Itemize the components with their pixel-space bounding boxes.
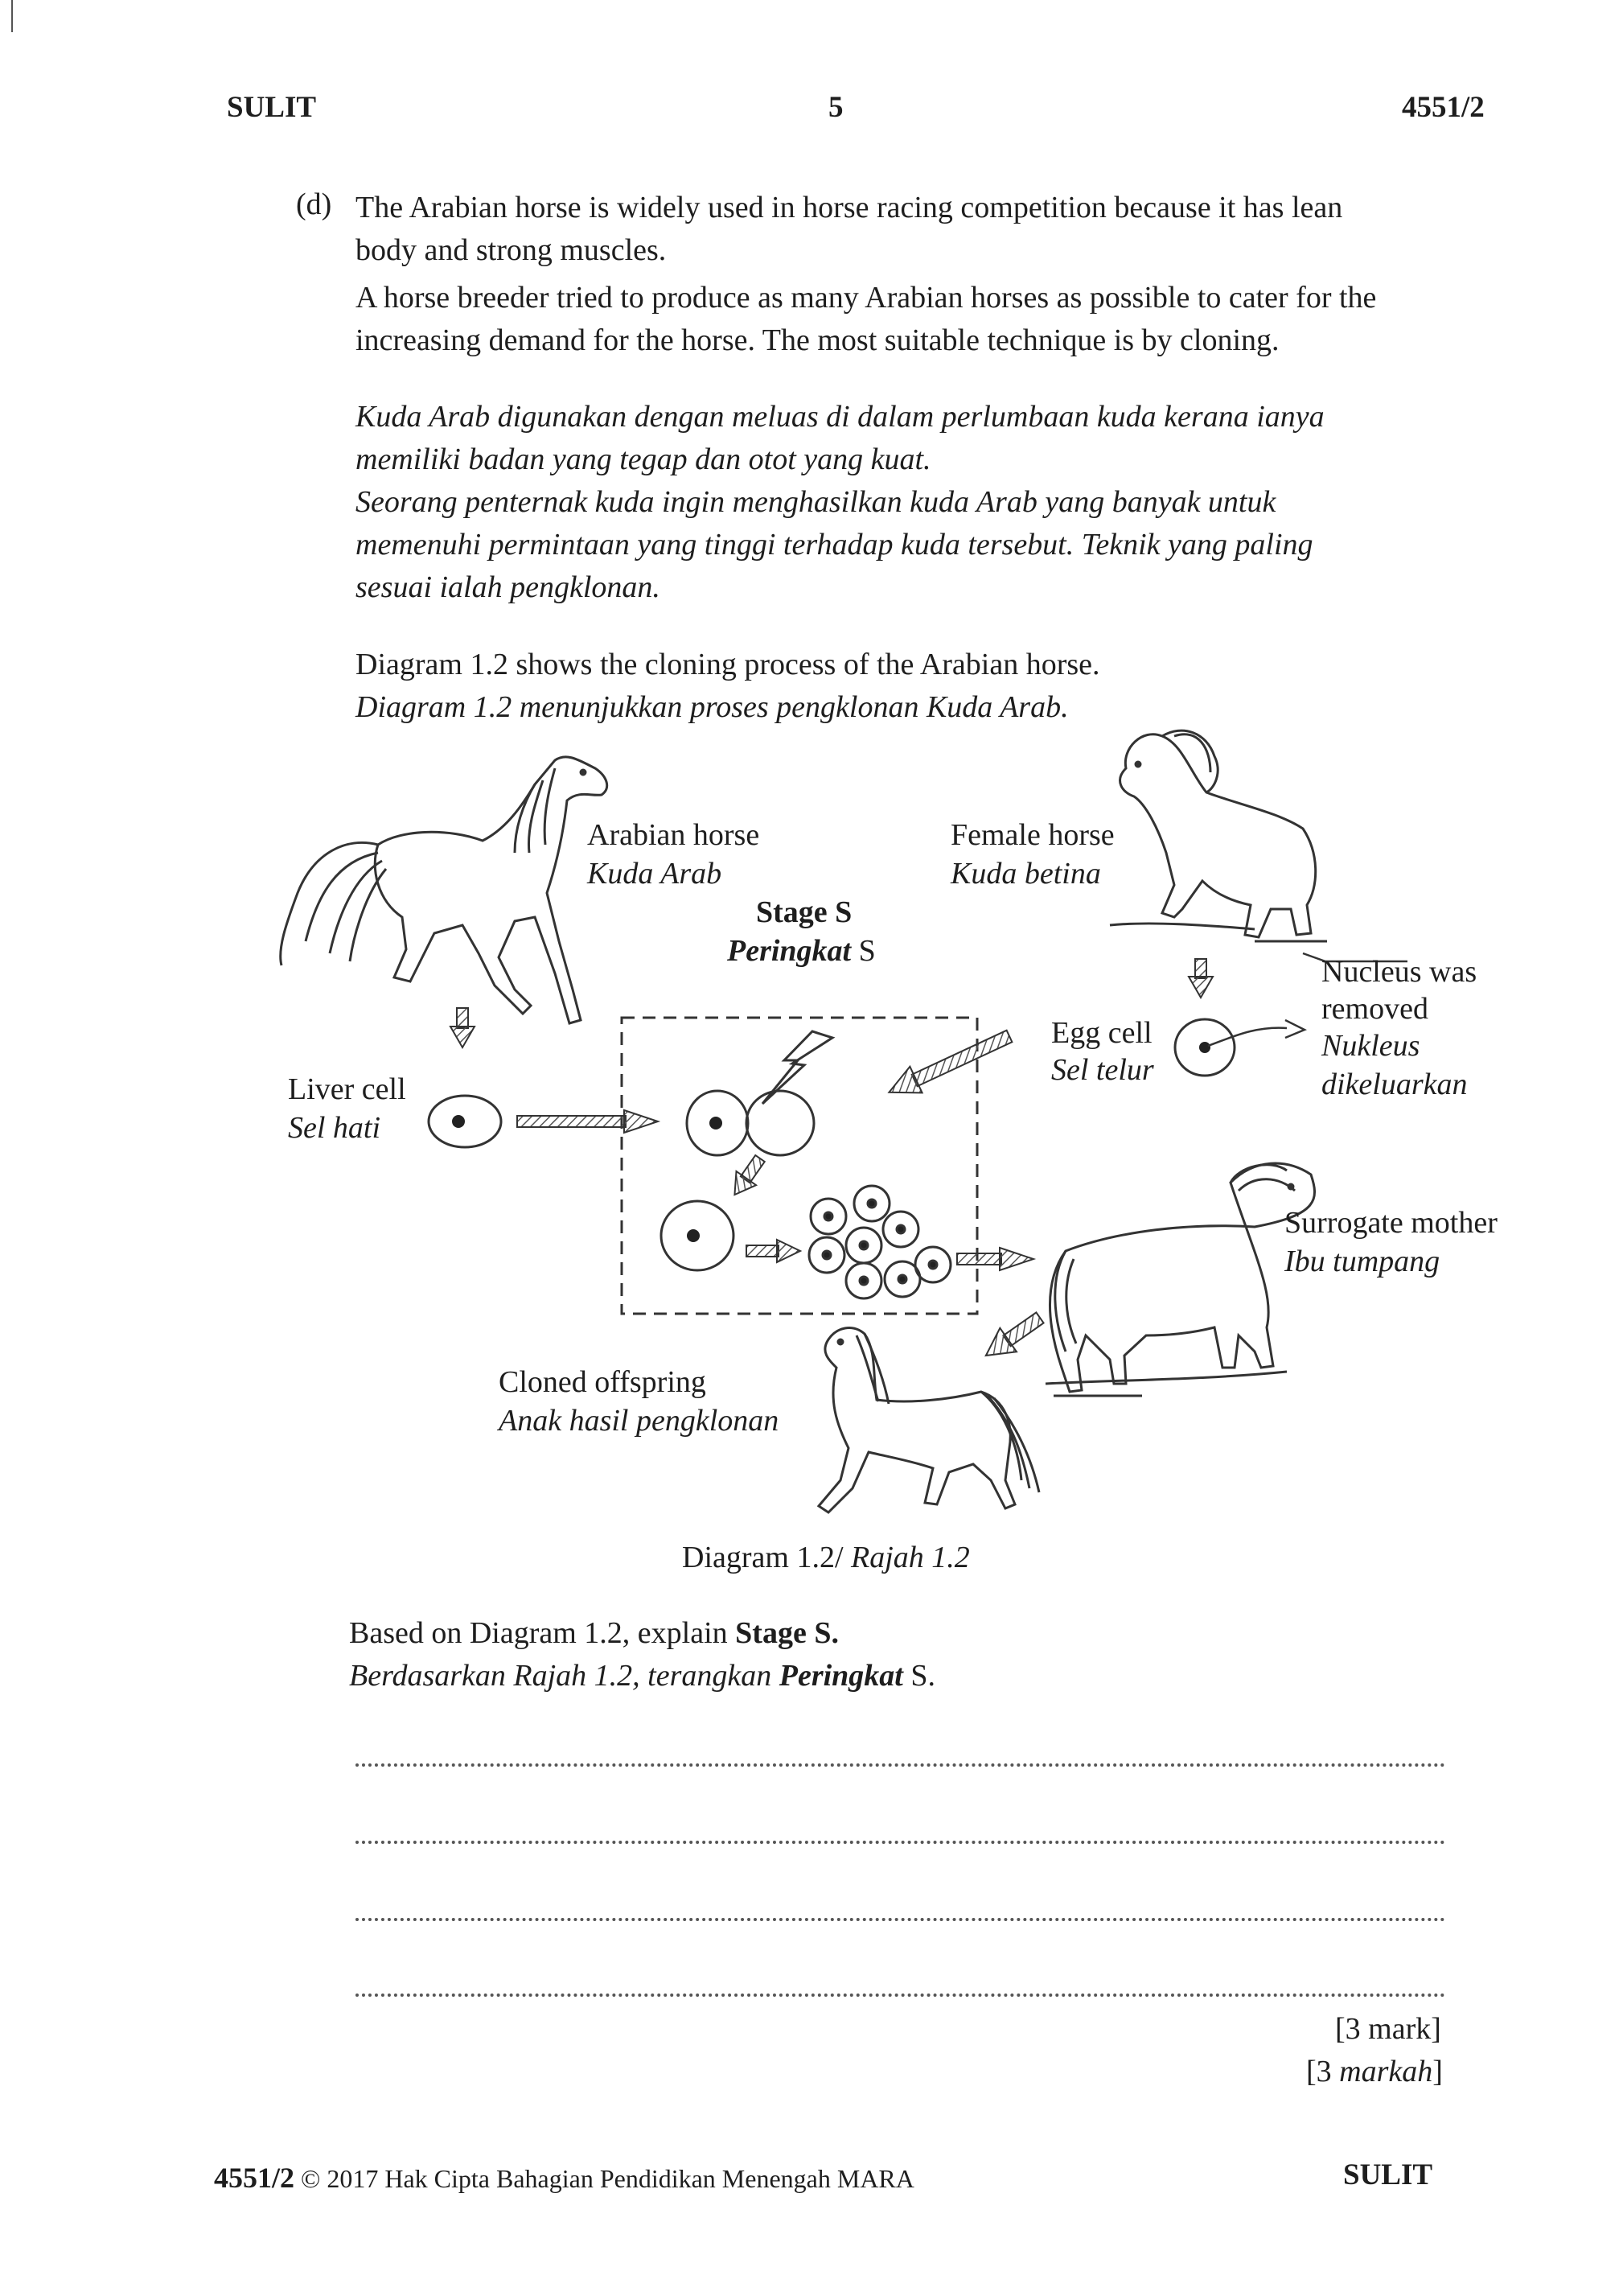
- nucleus-removed-label-ms-2: dikeluarkan: [1321, 1068, 1468, 1101]
- question-en-line-3: A horse breeder tried to produce as many Arabian horses as possible to cater for the: [355, 281, 1377, 315]
- embryo-icon: [809, 1186, 951, 1298]
- fused-cells-icon: [687, 1091, 814, 1155]
- nucleus-removed-label-1: Nucleus was: [1321, 955, 1477, 989]
- diagram-intro-ms: Diagram 1.2 menunjukkan proses pengklonan Kuda Arab.: [355, 690, 1069, 724]
- surrogate-horse-icon: [1046, 1163, 1315, 1396]
- female-horse-label-ms: Kuda betina: [951, 857, 1101, 891]
- diagonal-arrow-icon: [978, 1306, 1049, 1368]
- nucleus-removed-label-ms-1: Nukleus: [1321, 1029, 1420, 1063]
- stage-s-label: Stage S: [756, 895, 853, 929]
- marks-en: [3 mark]: [1335, 2012, 1441, 2046]
- task-instruction-ms: Berdasarkan Rajah 1.2, terangkan Peringkat S.: [349, 1659, 936, 1693]
- answer-line-1[interactable]: [355, 1763, 1445, 1767]
- down-left-arrow-icon: [725, 1151, 770, 1201]
- diagram-caption: Diagram 1.2/ Rajah 1.2: [682, 1541, 970, 1574]
- offspring-horse-icon: [819, 1328, 1039, 1512]
- right-arrow-icon: [957, 1248, 1033, 1270]
- question-ms-line-3: Seorang penternak kuda ingin menghasilkan kuda Arab yang banyak untuk: [355, 485, 1276, 519]
- female-horse-icon: [1110, 730, 1327, 941]
- question-ms-line-1: Kuda Arab digunakan dengan meluas di dalam perlumbaan kuda kerana ianya: [355, 400, 1325, 434]
- egg-cell-label-ms: Sel telur: [1051, 1053, 1154, 1087]
- header-confidential: SULIT: [227, 91, 317, 124]
- stage-s-label-ms: Peringkat S: [727, 934, 876, 968]
- right-arrow-icon: [517, 1110, 658, 1133]
- electric-shock-icon: [762, 1031, 832, 1104]
- liver-cell-icon: [429, 1096, 501, 1147]
- question-en-line-4: increasing demand for the horse. The most suitable technique is by cloning.: [355, 323, 1280, 357]
- down-arrow-icon: [1189, 959, 1213, 998]
- down-arrow-icon: [450, 1008, 475, 1047]
- page-number: 5: [828, 91, 844, 124]
- answer-line-2[interactable]: [355, 1841, 1445, 1844]
- surrogate-mother-label: Surrogate mother: [1284, 1206, 1498, 1240]
- arabian-horse-label: Arabian horse: [587, 818, 760, 852]
- question-ms-line-2: memiliki badan yang tegap dan otot yang kuat.: [355, 442, 931, 476]
- footer-confidential: SULIT: [1343, 2158, 1433, 2191]
- answer-line-3[interactable]: [355, 1918, 1445, 1921]
- nucleus-removed-label-2: removed: [1321, 992, 1428, 1026]
- egg-cell-label: Egg cell: [1051, 1016, 1153, 1050]
- diagonal-arrow-icon: [883, 1023, 1016, 1105]
- zygote-icon: [661, 1201, 733, 1270]
- task-instruction-en: Based on Diagram 1.2, explain Stage S.: [349, 1616, 839, 1650]
- cloned-offspring-label: Cloned offspring: [499, 1365, 706, 1399]
- diagram-intro-en: Diagram 1.2 shows the cloning process of the Arabian horse.: [355, 648, 1100, 681]
- surrogate-mother-label-ms: Ibu tumpang: [1284, 1245, 1440, 1278]
- liver-cell-label: Liver cell: [288, 1072, 406, 1106]
- question-en-line-1: The Arabian horse is widely used in horse racing competition because it has lean: [355, 191, 1343, 224]
- footer-copyright: 4551/2 © 2017 Hak Cipta Bahagian Pendidikan Menengah MARA: [214, 2162, 914, 2194]
- female-horse-label: Female horse: [951, 818, 1115, 852]
- paper-code: 4551/2: [1402, 91, 1485, 124]
- question-ms-line-4: memenuhi permintaan yang tinggi terhadap kuda tersebut. Teknik yang paling: [355, 528, 1313, 562]
- egg-cell-icon: [1175, 1019, 1305, 1076]
- cloned-offspring-label-ms: Anak hasil pengklonan: [499, 1404, 779, 1438]
- stage-s-box: [622, 1018, 977, 1314]
- right-arrow-icon: [746, 1240, 800, 1262]
- question-en-line-2: body and strong muscles.: [355, 233, 667, 267]
- answer-line-4[interactable]: [355, 1994, 1445, 1997]
- question-ms-line-5: sesuai ialah pengklonan.: [355, 570, 660, 604]
- liver-cell-label-ms: Sel hati: [288, 1111, 381, 1145]
- marks-ms: [3 markah]: [1306, 2055, 1443, 2088]
- question-label: (d): [296, 187, 332, 221]
- arabian-horse-label-ms: Kuda Arab: [587, 857, 722, 891]
- arabian-horse-icon: [281, 757, 607, 1023]
